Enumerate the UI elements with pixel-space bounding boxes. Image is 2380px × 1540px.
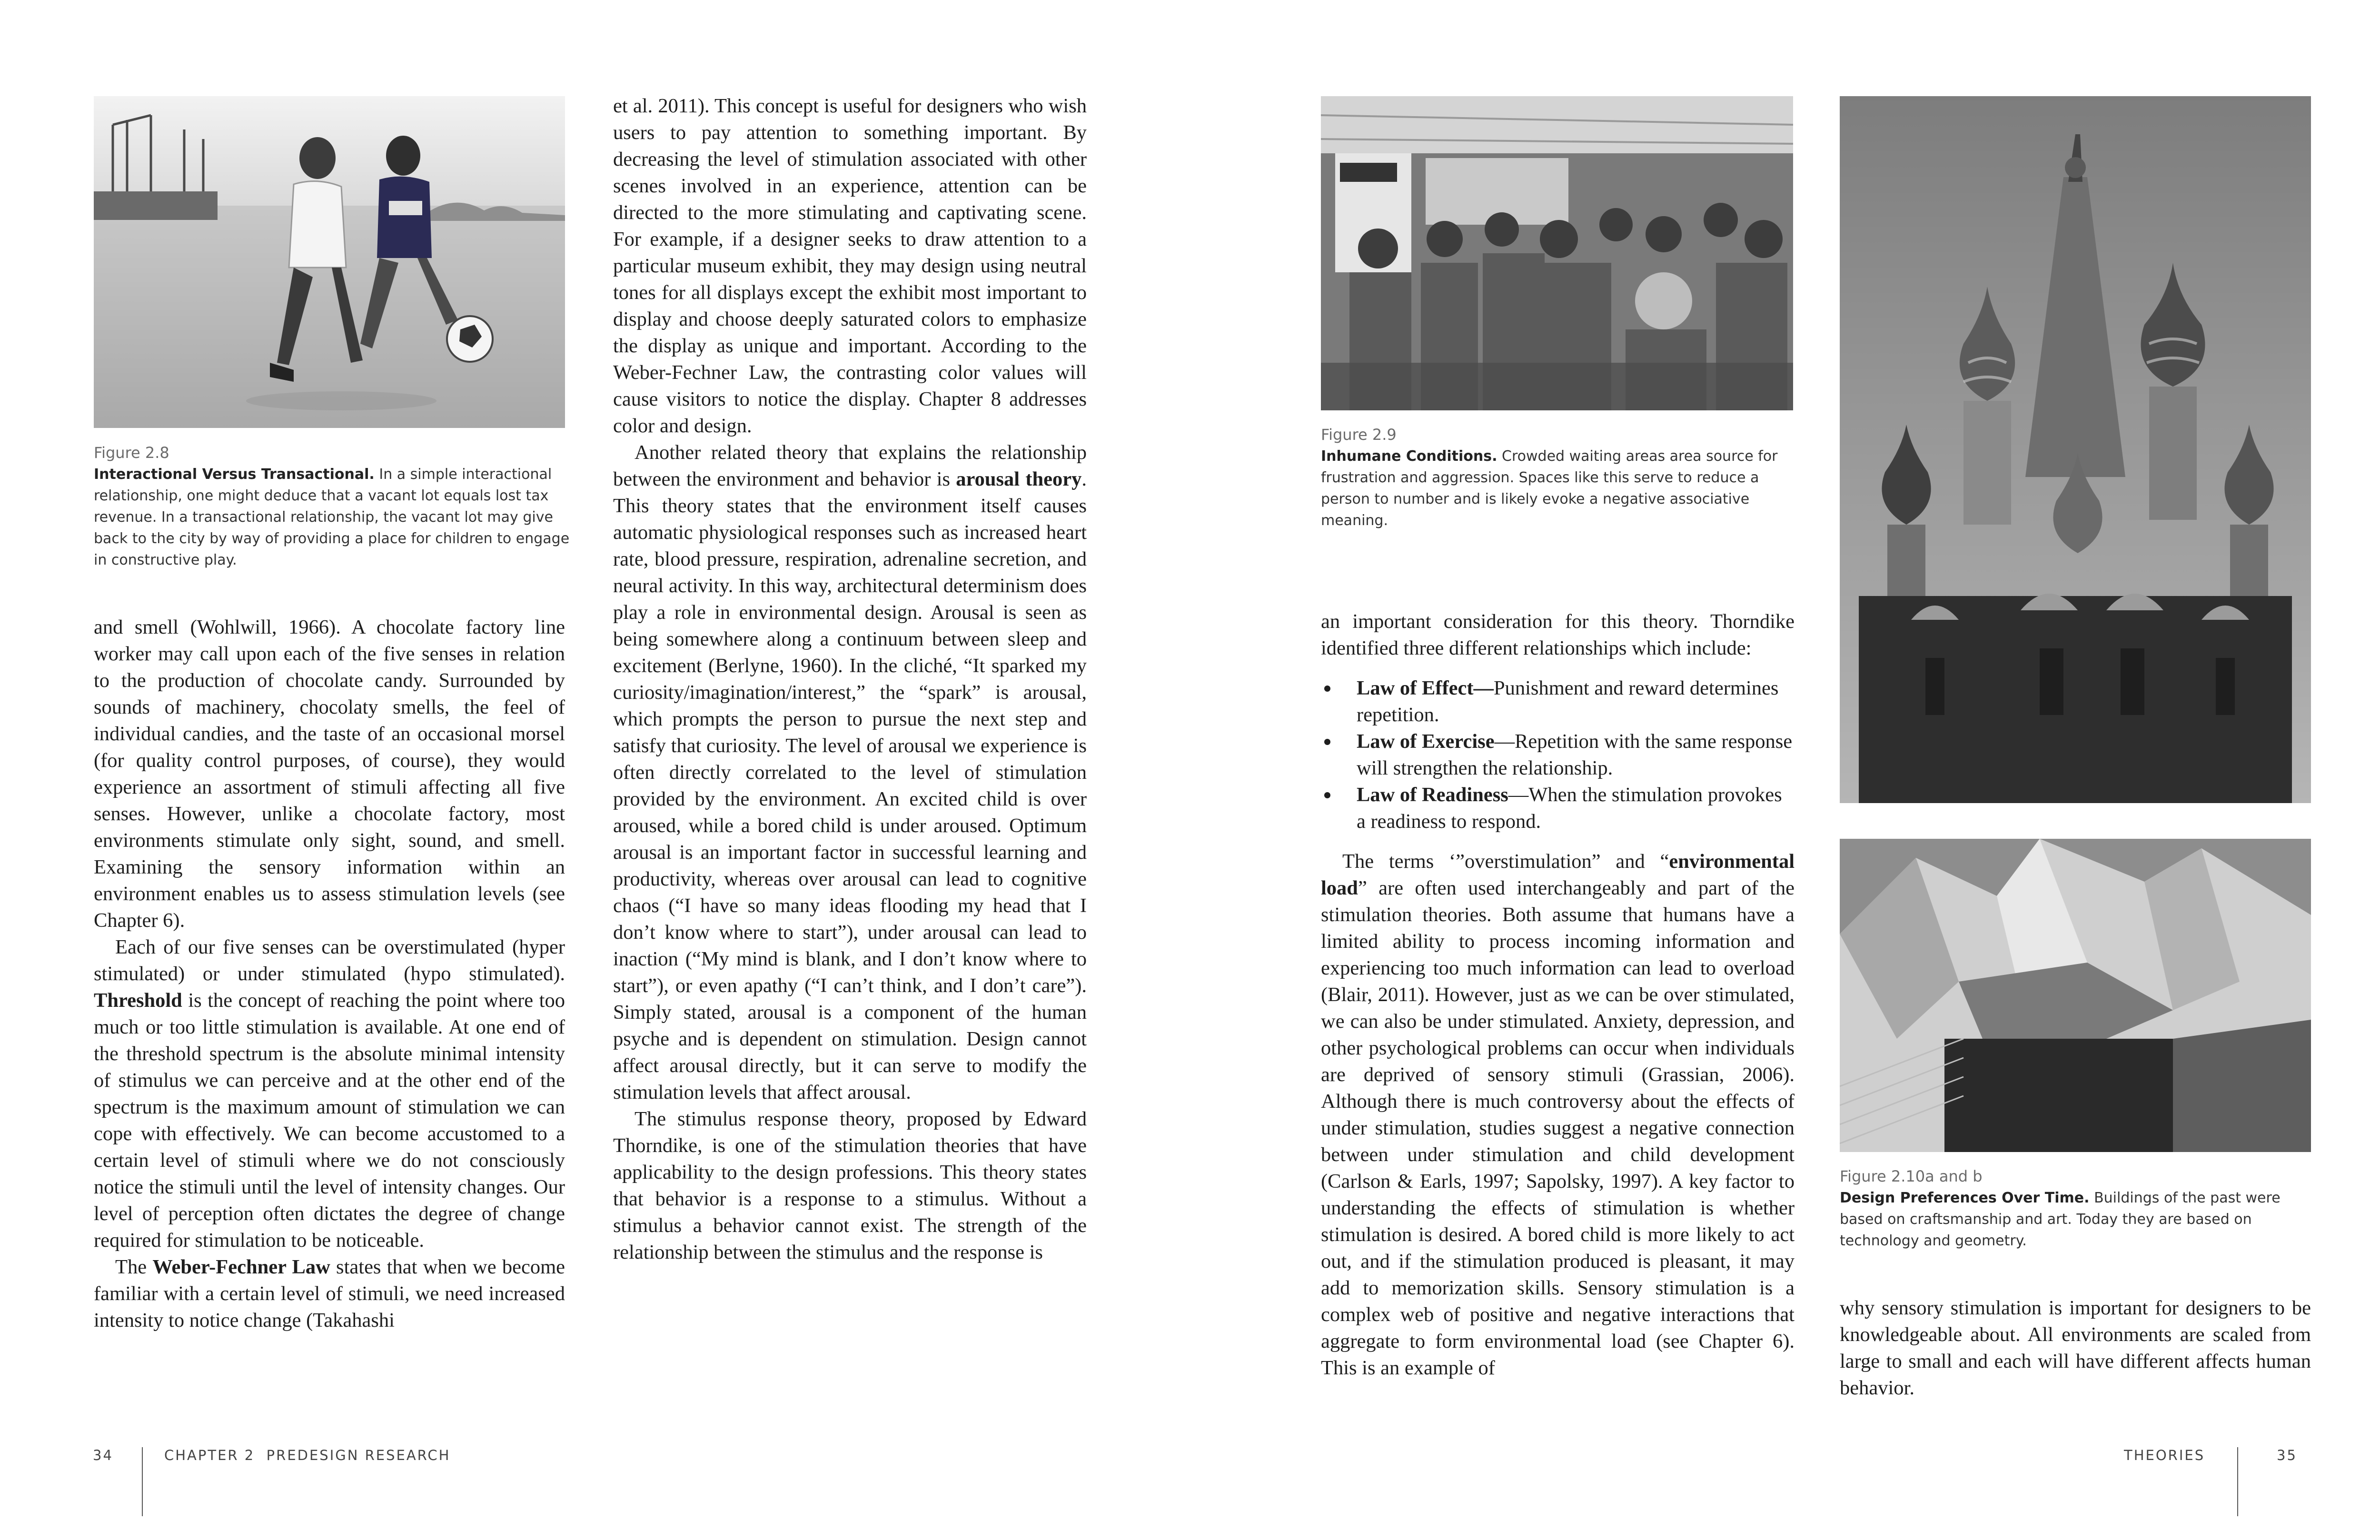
text-run: Each of our five senses can be overstimulated (hyper stimulated) or under stimulated (hypo stimulated). <box>94 936 565 985</box>
footer-divider <box>2237 1447 2238 1516</box>
figure-2-10-caption <box>1840 1165 2316 1252</box>
body-column-3 <box>1321 608 1795 1381</box>
list-item <box>1321 675 1795 728</box>
body-column-2 <box>613 93 1087 1266</box>
body-column-1 <box>94 614 565 1334</box>
law-text: Punishment and reward determines repetition. <box>1357 677 1779 726</box>
paragraph <box>94 934 565 1254</box>
figure-2-8-caption <box>94 442 570 571</box>
figure-caption-text: Crowded waiting areas area source for frustration and aggression. Spaces like this serve to reduce a person to number and is likely evoke a negative associative meaning. <box>1321 448 1778 529</box>
text-run: The terms ‘”overstimulation” and “ <box>1342 850 1669 873</box>
text-run: The <box>115 1256 147 1278</box>
paragraph: an important consideration for this theory. Thorndike identified three different relationships which include: <box>1321 610 1795 659</box>
figure-2-9-caption <box>1321 424 1797 531</box>
running-head-left: CHAPTER 2 PREDESIGN RESEARCH <box>164 1447 451 1463</box>
key-term: Threshold <box>94 989 182 1012</box>
paragraph: The stimulus response theory, proposed by Edward Thorndike, is one of the stimulation theories that have applicability to the design professions. This theory states that behavior is a response to a stimulus. Without a stimulus a behavior cannot exist. The strength of the relationship between the stimulus and the response is <box>613 1108 1087 1263</box>
law-term: Law of Effect— <box>1357 677 1494 699</box>
law-text: —Repetition with the same response will strengthen the relationship. <box>1357 730 1793 779</box>
boys-soccer-image <box>94 96 565 428</box>
figure-title: Interactional Versus Transactional. <box>94 466 375 483</box>
text-run: ” are often used interchangeably and part of the stimulation theories. Both assume that humans have a limited ability to process incoming information and experiencing too much information can lead to overload (Blair, 2011). However, just as we can be over stimulated, we can also be under stimulated. Anxiety, depression, and other psychological problems can occur when individuals are deprived of sensory stimuli (Grassian, 2006). Although there is much controversy about the effects of under stimulation, studies suggest a negative connection between under stimulation and child development (Carlson & Earls, 1997; Sapolsky, 1997). A key factor to understanding the effects of stimulation is whether stimulation is desired. A bored child is more likely to act out, and if the stimulation produced is pleasant, it may add to memorization skills. Sensory stimulation is a complex web of positive and negative interactions that aggregate to form environmental load (see Chapter 6). This is an example of <box>1321 877 1795 1379</box>
figure-2-10a-photo <box>1840 96 2311 803</box>
figure-caption-text: In a simple interactional relationship, one might deduce that a vacant lot equals lost tax revenue. In a transactional relationship, the vacant lot may give back to the city by way of providing a place for children to engage in constructive play. <box>94 466 570 568</box>
page-number-right: 35 <box>2277 1447 2297 1463</box>
figure-title: Inhumane Conditions. <box>1321 448 1497 465</box>
paragraph: et al. 2011). This concept is useful for designers who wish users to pay attention to something important. By decreasing the level of stimulation associated with other scenes involved in an experience, attention can be directed to the more stimulating and captivating scene. For example, if a designer seeks to draw attention to a particular museum exhibit, they may design using neutral tones for all displays except the exhibit most important to display and choose deeply saturated colors to emphasize the display as unique and important. According to the Weber-Fechner Law, the contrasting color values will cause visitors to notice the display. Chapter 8 addresses color and design. <box>613 95 1087 437</box>
law-text: —When the stimulation provokes a readiness to respond. <box>1357 784 1782 833</box>
footer-divider <box>142 1447 143 1516</box>
crowded-waiting-area-image <box>1321 96 1793 410</box>
paragraph <box>1321 848 1795 1381</box>
figure-caption-text: Buildings of the past were based on craftsmanship and art. Today they are based on technology and geometry. <box>1840 1190 2281 1249</box>
list-item <box>1321 782 1795 835</box>
page-number-left: 34 <box>93 1447 113 1463</box>
law-term: Law of Exercise <box>1357 730 1495 753</box>
body-column-4 <box>1840 1295 2311 1401</box>
key-term: Weber-Fechner Law <box>152 1256 330 1278</box>
figure-title: Design Preferences Over Time. <box>1840 1190 2090 1206</box>
paragraph <box>613 439 1087 1106</box>
text-run: states that when we become familiar with a certain level of stimuli, we need increased intensity to notice change (Takahashi <box>94 1256 565 1331</box>
figure-2-10b-photo <box>1840 839 2311 1152</box>
right-page <box>1190 0 2380 1540</box>
text-run: is the concept of reaching the point where too much or too little stimulation is available. At one end of the threshold spectrum is the absolute minimal intensity of stimulus we can perceive and at the other end of the spectrum is the maximum amount of stimulation we can cope with effectively. We can become accustomed to a certain level of stimuli where we do not consciously notice the stimuli until the level of intensity changes. Our level of perception often dictates the degree of change required for stimulation to be noticeable. <box>94 989 565 1252</box>
text-run: Another related theory that explains the relationship between the environment and behavior is <box>613 441 1087 490</box>
text-run: . This theory states that the environment itself causes automatic physiological responses such as increased heart rate, blood pressure, respiration, adrenaline secretion, and neural activity. In this way, architectural determinism does play a role in environmental design. Arousal is seen as being somewhere along a continuum between sleep and excitement (Berlyne, 1960). In the cliché, “It sparked my curiosity/imagination/interest,” the “spark” is arousal, which prompts the person to pursue the next step and satisfy that curiosity. The level of arousal we experience is often directly correlated to the level of stimulation provided by the environment. An excited child is over aroused, while a bored child is under aroused. Optimum arousal is an important factor in successful learning and productivity, whereas over arousal can lead to cognitive chaos (“I have so many ideas flooding my head that I don’t know where to start”), under arousal can lead to inaction (“My mind is blank, and I don’t know where to start”), or even apathy (“I can’t think, and I don’t care”). Simply stated, arousal is a component of the human psyche and is dependent on stimulation. Design cannot affect arousal directly, but it can serve to modify the stimulation levels that affect arousal. <box>613 468 1087 1103</box>
key-term: arousal theory <box>956 468 1082 490</box>
figure-2-9-photo <box>1321 96 1793 410</box>
modern-building-image <box>1840 839 2311 1152</box>
law-term: Law of Readiness <box>1357 784 1508 806</box>
key-term: environmental load <box>1321 850 1795 899</box>
list-item <box>1321 728 1795 782</box>
thorndike-laws-list <box>1321 675 1795 835</box>
figure-label: Figure 2.9 <box>1321 426 1397 444</box>
cathedral-image <box>1840 96 2311 803</box>
paragraph: why sensory stimulation is important for designers to be knowledgeable about. All environments are scaled from large to small and each will have different affects human behavior. <box>1840 1297 2311 1399</box>
figure-label: Figure 2.8 <box>94 444 169 462</box>
running-head-right: THEORIES <box>2124 1447 2205 1463</box>
paragraph <box>94 1254 565 1334</box>
paragraph: and smell (Wohlwill, 1966). A chocolate factory line worker may call upon each of the five senses in relation to the production of chocolate candy. Surrounded by sounds of machinery, chocolaty smells, the feel of individual candies, and the taste of an occasional morsel (for quality control purposes, of course), they would experience an assortment of stimuli affecting all five senses. However, unlike a chocolate factory, most environments stimulate only sight, sound, and smell. Examining the sensory information within an environment enables us to assess stimulation levels (see Chapter 6). <box>94 616 565 932</box>
figure-2-8-photo <box>94 96 565 428</box>
figure-label: Figure 2.10a and b <box>1840 1167 1983 1185</box>
